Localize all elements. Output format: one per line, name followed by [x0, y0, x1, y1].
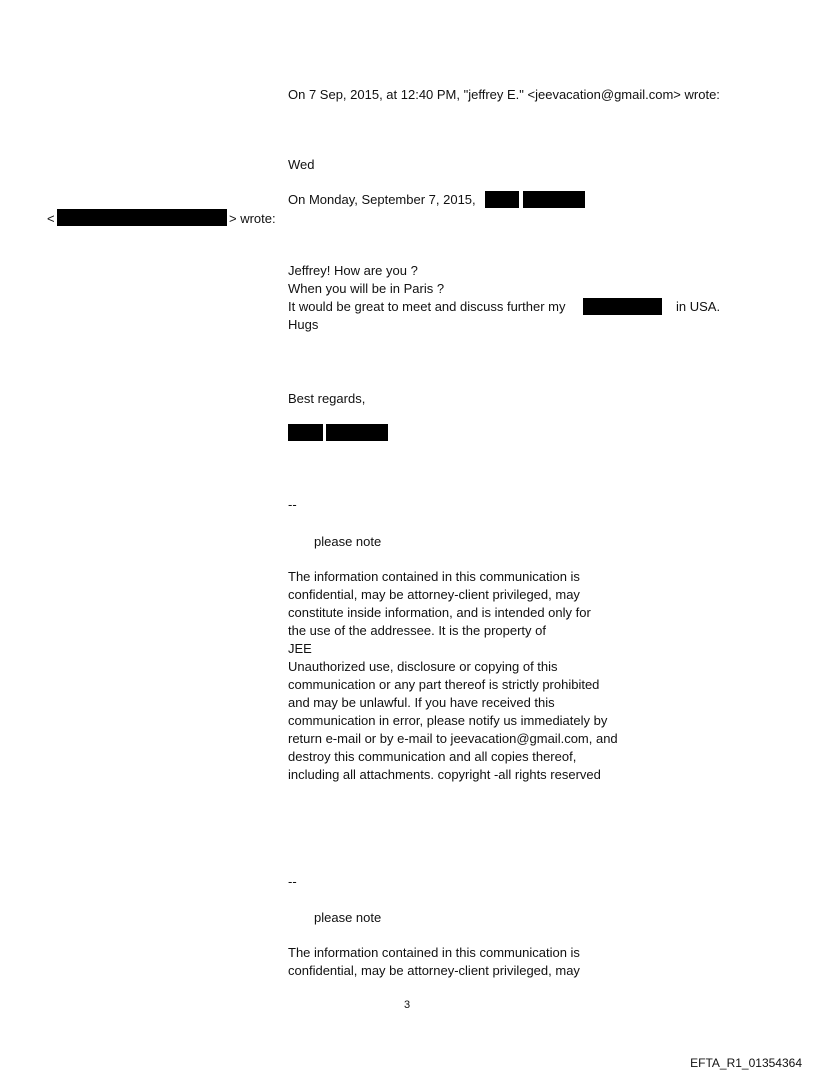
disclaimer-line: including all attachments. copyright -all rights reserved: [288, 767, 601, 782]
wrote-label: > wrote:: [229, 211, 276, 226]
please-note-heading: please note: [314, 910, 382, 925]
redaction-sender-email: [57, 209, 227, 226]
disclaimer-line: communication in error, please notify us immediately by: [288, 713, 608, 728]
message-line: [288, 298, 721, 316]
document-id: EFTA_R1_01354364: [690, 1056, 802, 1070]
disclaimer-line: confidential, may be attorney-client privileged, may: [288, 587, 580, 602]
message-line: Jeffrey! How are you ?: [288, 263, 418, 278]
disclaimer-line: and may be unlawful. If you have received this: [288, 695, 555, 710]
redaction-topic: [583, 298, 662, 315]
redaction-sender-first: [485, 191, 519, 208]
disclaimer-line: confidential, may be attorney-client privileged, may: [288, 963, 580, 978]
disclaimer-line: constitute inside information, and is intended only for: [288, 605, 591, 620]
page-number: 3: [404, 999, 411, 1011]
disclaimer-line: communication or any part thereof is strictly prohibited: [288, 677, 600, 692]
signature-separator: --: [288, 497, 297, 512]
message-text: It would be great to meet and discuss further my: [288, 299, 566, 314]
message-body: [288, 262, 721, 334]
redaction-signature-last: [326, 424, 388, 441]
redaction-sender-last: [523, 191, 585, 208]
please-note-heading: please note: [314, 534, 382, 549]
redaction-signature-first: [288, 424, 323, 441]
monday-header: On Monday, September 7, 2015,: [288, 192, 476, 207]
disclaimer-block: [288, 944, 580, 980]
disclaimer-line: the use of the addressee. It is the property of: [288, 623, 546, 638]
disclaimer-line: The information contained in this communication is: [288, 569, 580, 584]
message-text: in USA.: [676, 299, 721, 314]
signature-separator: --: [288, 874, 297, 889]
disclaimer-block: [288, 568, 618, 784]
email-open-bracket: <: [47, 211, 55, 226]
message-line: Hugs: [288, 317, 319, 332]
quoted-header: On 7 Sep, 2015, at 12:40 PM, "jeffrey E." <jeevacation@gmail.com> wrote:: [288, 87, 720, 102]
message-line: When you will be in Paris ?: [288, 281, 445, 296]
disclaimer-line: return e-mail or by e-mail to jeevacation@gmail.com, and: [288, 731, 618, 746]
disclaimer-line: The information contained in this communication is: [288, 945, 580, 960]
day-label: Wed: [288, 157, 315, 172]
disclaimer-line: Unauthorized use, disclosure or copying of this: [288, 659, 558, 674]
disclaimer-line: JEE: [288, 641, 312, 656]
best-regards: Best regards,: [288, 391, 366, 406]
disclaimer-line: destroy this communication and all copies thereof,: [288, 749, 577, 764]
